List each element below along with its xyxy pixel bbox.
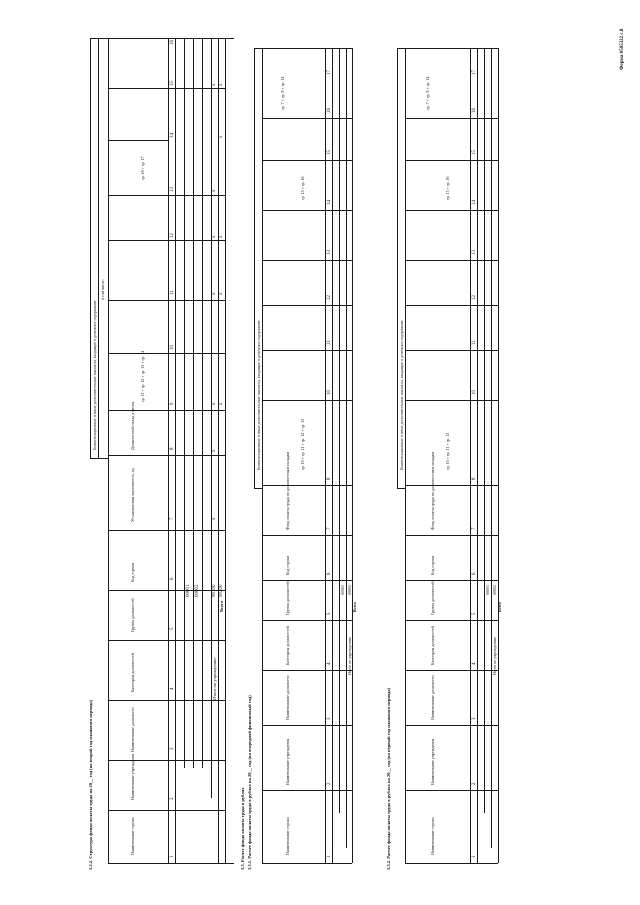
t3-colnum-13: 13: [472, 250, 477, 255]
t2-h-name-inst: Наименование учреждения: [285, 738, 290, 785]
t1-payments-title: Компенсационные и иные дополнительные выплаты, входящие в денежное содержание: [92, 300, 97, 450]
t2-code-1: 00001: [340, 585, 345, 595]
t2-colnum-10: 10: [327, 390, 332, 395]
section-3-3-1-title: 3.3.1. Расчет фонда оплаты труда в рублях на 20__ год (на очередной финансовый год): [247, 695, 252, 870]
t1-total-inst: Итого по учреждению: [212, 657, 217, 700]
t2-colnum-13: 13: [327, 250, 332, 255]
t1-h-category: Категория должностей: [130, 653, 135, 692]
t2-colnum-3: 3: [327, 717, 332, 720]
t3-col14-formula: гр. 15 + гр. 16: [445, 176, 450, 200]
t2-colnum-17: 17: [327, 70, 332, 75]
t1-x: x: [212, 292, 217, 295]
t2-h-fund: Фонд оплаты труда по должностным окладам: [285, 452, 290, 530]
t2-colnum-11: 11: [327, 340, 332, 345]
t3-h-name-inst: Наименование учреждения: [430, 738, 435, 785]
t1-col15-formula: гр. 16 + гр. 17: [140, 156, 145, 180]
t2-colnum-4: 4: [327, 662, 332, 665]
t1-x: x: [212, 189, 217, 192]
t2-h-group: Группа должностей: [285, 581, 290, 615]
t1-colnum-3: 3: [170, 747, 175, 750]
t3-colnum-15: 15: [472, 150, 477, 155]
t1-x: x: [212, 235, 217, 238]
t1-colnum-2: 2: [170, 797, 175, 800]
t1-h-group: Группа должностей: [130, 598, 135, 632]
t3-h-name-pos: Наименование должности: [430, 675, 435, 720]
t3-total-all: Всего: [497, 602, 502, 612]
form-label: Форма 0505322 с.8: [620, 28, 625, 70]
t2-colnum-16: 16: [327, 108, 332, 113]
t1-h-name-pos: Наименование должности: [130, 707, 135, 752]
t3-colnum-4: 4: [472, 662, 477, 665]
t1-colnum-14: 14: [170, 133, 175, 138]
t2-col8-formula: гр. 10 + гр. 11 + гр. 12 + гр. 13: [300, 418, 305, 470]
t1-x: x: [219, 292, 224, 295]
t3-h-fund: Фонд оплаты труда по должностным окладам: [430, 452, 435, 530]
t1-x: x: [219, 83, 224, 86]
t1-x: x: [212, 402, 217, 405]
t2-h-code: Код строки: [285, 555, 290, 575]
t1-colnum-13: 13: [170, 187, 175, 192]
t3-colnum-6: 6: [472, 572, 477, 575]
t1-x: x: [212, 83, 217, 86]
t3-colnum-1: 1: [472, 855, 477, 858]
t3-colnum-10: 10: [472, 390, 477, 395]
t2-colnum-14: 14: [327, 200, 332, 205]
t1-colnum-8: 8: [170, 447, 175, 450]
t1-colnum-15: 15: [170, 81, 175, 86]
t3-colnum-12: 12: [472, 295, 477, 300]
t1-colnum-9: 9: [170, 402, 175, 405]
t1-h-name-line: Наименование строки: [130, 817, 135, 855]
t1-colnum-11: 11: [170, 290, 175, 295]
t2-h-name-line: Наименование строки: [285, 817, 290, 855]
t3-colnum-3: 3: [472, 717, 477, 720]
t2-colnum-2: 2: [327, 782, 332, 785]
t1-in-total: в том числе:: [100, 279, 105, 300]
t3-col8-formula: гр. 10 + гр. 11 + гр. 13: [445, 432, 450, 470]
t3-col17-formula: гр. 7 + гр. 8 + гр. 14: [425, 76, 430, 110]
t2-colnum-1: 1: [327, 855, 332, 858]
t3-total-inst: Итого по учреждению: [492, 637, 497, 675]
t2-h-category: Категория должностей: [285, 626, 290, 665]
t1-col10-formula: гр. 11 + гр. 12 + гр. 13 + гр. 14: [140, 350, 145, 402]
t3-colnum-11: 11: [472, 340, 477, 345]
t3-h-category: Категория должностей: [430, 626, 435, 665]
t2-col14-formula: гр. 15 + гр. 16: [300, 176, 305, 200]
t3-colnum-17: 17: [472, 70, 477, 75]
t1-x: x: [219, 235, 224, 238]
t3-code-1: 00001: [485, 585, 490, 595]
t3-code-2: 00002: [492, 585, 497, 595]
t1-colnum-16: 16: [170, 40, 175, 45]
t1-code-3: 90100: [212, 584, 217, 597]
t2-colnum-8: 8: [327, 477, 332, 480]
t2-colnum-12: 12: [327, 295, 332, 300]
t1-colnum-6: 6: [170, 577, 175, 580]
t2-col17-formula: гр. 7 + гр. 8 + гр. 14: [280, 76, 285, 110]
t1-x: x: [219, 402, 224, 405]
t3-h-group: Группа должностей: [430, 581, 435, 615]
t1-colnum-5: 5: [170, 627, 175, 630]
t1-h-staff: Установленная численность, ед.: [130, 467, 135, 522]
t1-total-all: Всего: [219, 600, 224, 612]
t2-colnum-15: 15: [327, 150, 332, 155]
section-3-2-2-title: 3.2.2. Структура фонда оплаты труда на 20__ год (на второй год планового периода): [88, 699, 93, 870]
t1-colnum-12: 12: [170, 233, 175, 238]
t1-colnum-4: 4: [170, 687, 175, 690]
t3-payments-title: Компенсационные и иные дополнительные выплаты, входящие в денежное содержание: [399, 320, 404, 470]
t2-colnum-5: 5: [327, 612, 332, 615]
t3-colnum-7: 7: [472, 527, 477, 530]
t1-code-4: 90200: [219, 584, 224, 597]
t2-payments-title: Компенсационные и иные дополнительные выплаты, входящие в денежное содержание: [256, 320, 261, 470]
t1-x: x: [212, 517, 217, 520]
t3-colnum-14: 14: [472, 200, 477, 205]
t2-code-2: 00002: [347, 585, 352, 595]
t2-h-name-pos: Наименование должности: [285, 675, 290, 720]
t3-colnum-5: 5: [472, 612, 477, 615]
t1-h-code: Код строки: [130, 562, 135, 582]
t1-colnum-1: 1: [170, 855, 175, 858]
t1-code-2: 00002: [195, 584, 200, 597]
t3-colnum-16: 16: [472, 108, 477, 113]
t3-h-name-line: Наименование строки: [430, 817, 435, 855]
t1-h-name-inst: Наименование учреждения: [130, 753, 135, 800]
t2-total-all: Всего: [352, 602, 357, 612]
t3-h-code: Код строки: [430, 555, 435, 575]
t3-colnum-2: 2: [472, 782, 477, 785]
t2-colnum-7: 7: [327, 527, 332, 530]
t1-code-1: 00001: [186, 584, 191, 597]
t1-colnum-10: 10: [170, 345, 175, 350]
t1-x: x: [219, 135, 224, 138]
t1-colnum-7: 7: [170, 517, 175, 520]
t1-x: x: [212, 449, 217, 452]
t2-total-inst: Итого по учреждению: [347, 637, 352, 675]
section-3-3-2-title: 3.3.2. Расчет фонда оплаты труда в рублях на 20__ год (на первый год планового периода): [386, 687, 391, 870]
t3-colnum-8: 8: [472, 477, 477, 480]
t2-colnum-6: 6: [327, 572, 332, 575]
t1-h-salary: Должностной оклад в месяц: [130, 401, 135, 450]
section-3-3-title: 3.3. Расчет фонда оплаты труда в рублях: [240, 787, 245, 870]
